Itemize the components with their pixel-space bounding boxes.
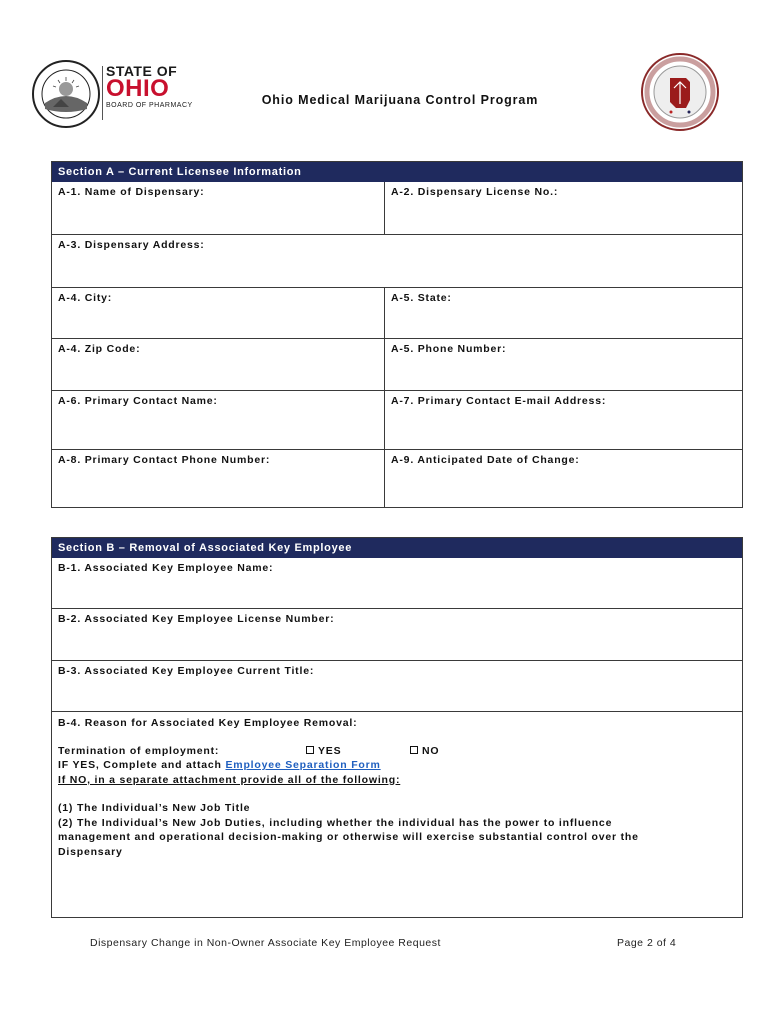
no-option[interactable] <box>410 744 439 759</box>
if-yes-text: IF YES, Complete and attach <box>58 759 226 771</box>
footer-page-number: Page 2 of 4 <box>617 937 677 949</box>
row-a8-a9 <box>52 449 742 507</box>
field-key-employee-license[interactable]: B-2. Associated Key Employee License Number: <box>58 613 335 625</box>
field-removal-reason[interactable] <box>52 712 645 917</box>
section-b-header: Section B – Removal of Associated Key Employee <box>52 538 742 558</box>
program-seal <box>640 52 720 132</box>
field-primary-contact-phone[interactable]: A-8. Primary Contact Phone Number: <box>52 450 385 507</box>
field-city[interactable]: A-4. City: <box>52 288 385 338</box>
row-city-state <box>52 287 742 338</box>
board-logo-board-name: BOARD OF PHARMACY <box>106 102 193 109</box>
termination-choice-row <box>58 744 639 759</box>
if-yes-line <box>58 758 639 773</box>
no-label: NO <box>422 744 440 757</box>
row-b1 <box>52 558 742 608</box>
row-a6-a7 <box>52 390 742 449</box>
row-a1-a2 <box>52 182 742 234</box>
yes-label: YES <box>318 744 342 757</box>
section-a <box>51 161 743 508</box>
row-a3 <box>52 234 742 287</box>
yes-checkbox[interactable] <box>306 746 314 754</box>
field-dispensary-name[interactable]: A-1. Name of Dispensary: <box>52 182 385 234</box>
board-logo-ohio: OHIO <box>106 75 170 102</box>
program-title: Ohio Medical Marijuana Control Program <box>261 93 539 107</box>
field-primary-contact-name[interactable]: A-6. Primary Contact Name: <box>52 391 385 449</box>
board-logo-state-of: STATE OF <box>106 63 178 79</box>
field-primary-contact-email[interactable]: A-7. Primary Contact E-mail Address: <box>391 395 607 407</box>
if-no-line: If NO, in a separate attachment provide all of the following: <box>58 773 401 786</box>
field-dispensary-license[interactable]: A-2. Dispensary License No.: <box>391 186 559 198</box>
field-key-employee-name[interactable]: B-1. Associated Key Employee Name: <box>58 562 274 574</box>
item-2-line-3: Dispensary <box>58 845 123 858</box>
footer-form-name: Dispensary Change in Non-Owner Associate Key Employee Request <box>90 937 441 949</box>
field-key-employee-title[interactable]: B-3. Associated Key Employee Current Title: <box>58 665 315 677</box>
row-b4 <box>52 711 742 917</box>
item-1: (1) The Individual’s New Job Title <box>58 802 251 814</box>
row-b3 <box>52 660 742 711</box>
no-checkbox[interactable] <box>410 746 418 754</box>
field-anticipated-date[interactable]: A-9. Anticipated Date of Change: <box>391 454 580 466</box>
field-zip-code[interactable]: A-4. Zip Code: <box>52 339 385 390</box>
section-b <box>51 537 743 918</box>
field-state[interactable]: A-5. State: <box>391 292 452 304</box>
yes-option[interactable] <box>306 744 410 759</box>
field-phone-number[interactable]: A-5. Phone Number: <box>391 343 507 355</box>
field-dispensary-address[interactable]: A-3. Dispensary Address: <box>58 239 205 251</box>
termination-label: Termination of employment: <box>58 744 220 757</box>
item-2-line-2: management and operational decision-making or otherwise will exercise substantial control over the <box>58 831 639 843</box>
row-b2 <box>52 608 742 660</box>
item-2-line-1: (2) The Individual’s New Job Duties, including whether the individual has the power to influence <box>58 816 613 829</box>
b4-label: B-4. Reason for Associated Key Employee Removal: <box>58 717 358 729</box>
row-zip-phone <box>52 338 742 390</box>
employee-separation-form-link[interactable]: Employee Separation Form <box>225 759 381 771</box>
section-a-header: Section A – Current Licensee Information <box>52 162 742 182</box>
